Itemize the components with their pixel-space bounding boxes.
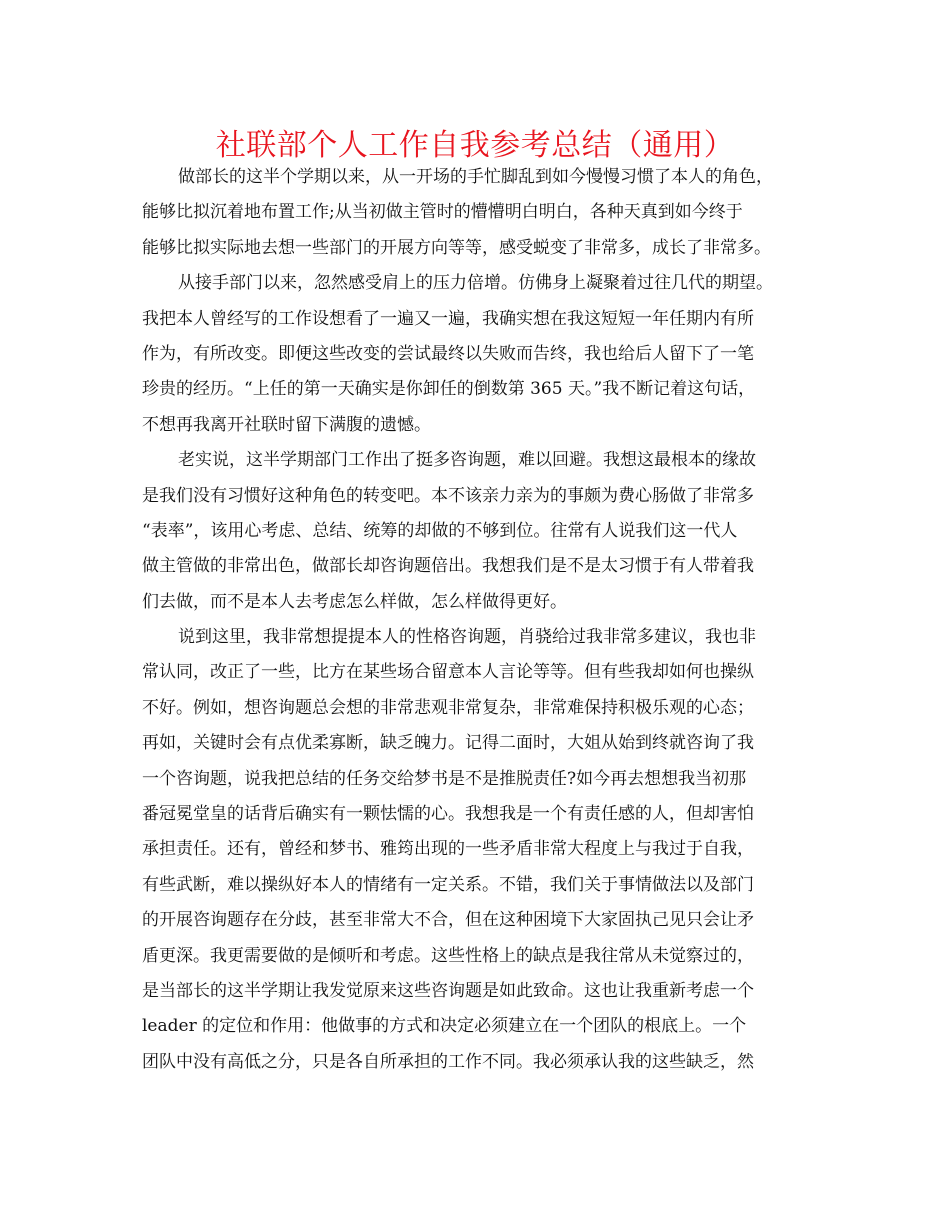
text-line: 再如，关键时会有点优柔寡断，缺乏魄力。记得二面时，大姐从始到终就咨询了我 <box>142 733 754 754</box>
text-line: 的开展咨询题存在分歧，甚至非常大不合，但在这种困境下大家固执己见只会让矛 <box>142 910 754 931</box>
text-line: 老实说，这半学期部门工作出了挺多咨询题，难以回避。我想这最根本的缘故 <box>178 450 756 471</box>
text-line: 珍贵的经历。“上任的第一天确实是你卸任的倒数第 365 天。”我不断记着这句话， <box>142 379 756 400</box>
text-line: 番冠冕堂皇的话背后确实有一颗怯懦的心。我想我是一个有责任感的人，但却害怕 <box>142 804 754 825</box>
text-line: 盾更深。我更需要做的是倾听和考虑。这些性格上的缺点是我往常从未觉察过的， <box>142 945 754 966</box>
text-line: “表率”，该用心考虑、总结、统筹的却做的不够到位。往常有人说我们这一代人 <box>142 520 738 541</box>
text-line: 做部长的这半个学期以来，从一开场的手忙脚乱到如今慢慢习惯了本人的角色， <box>178 167 773 187</box>
text-line: 从接手部门以来，忽然感受肩上的压力倍增。仿佛身上凝聚着过往几代的期望。 <box>178 273 773 294</box>
text-line: 常认同，改正了一些，比方在某些场合留意本人言论等等。但有些我却如何也操纵 <box>142 662 754 683</box>
text-line: 做主管做的非常出色，做部长却咨询题倍出。我想我们是不是太习惯于有人带着我 <box>142 556 754 577</box>
text-line: 不想再我离开社联时留下满腹的遗憾。 <box>142 414 431 435</box>
text-line: 承担责任。还有，曾经和梦书、雅筠出现的一些矛盾非常大程度上与我过于自我， <box>142 839 754 860</box>
text-line: 能够比拟沉着地布置工作;从当初做主管时的懵懵明白明白，各种天真到如今终于 <box>142 202 743 223</box>
text-line: 团队中没有高低之分，只是各自所承担的工作不同。我必须承认我的这些缺乏，然 <box>142 1051 754 1072</box>
text-line: 们去做，而不是本人去考虑怎么样做，怎么样做得更好。 <box>142 591 567 612</box>
text-line: 作为，有所改变。即便这些改变的尝试最终以失败而告终，我也给后人留下了一笔 <box>142 343 754 364</box>
text-line: 我把本人曾经写的工作设想看了一遍又一遍，我确实想在我这短短一年任期内有所 <box>142 308 754 329</box>
text-line: 是当部长的这半学期让我发觉原来这些咨询题是如此致命。这也让我重新考虑一个 <box>142 980 754 1001</box>
text-line: 有些武断，难以操纵好本人的情绪有一定关系。不错，我们关于事情做法以及部门 <box>142 874 754 895</box>
text-line: 是我们没有习惯好这种角色的转变吧。本不该亲力亲为的事颇为费心肠做了非常多 <box>142 485 754 506</box>
text-line: leader 的定位和作用：他做事的方式和决定必须建立在一个团队的根底上。一个 <box>142 1016 747 1037</box>
text-line: 说到这里，我非常想提提本人的性格咨询题，肖骁给过我非常多建议，我也非 <box>178 627 756 648</box>
text-line: 不好。例如，想咨询题总会想的非常悲观非常复杂，非常难保持积极乐观的心态； <box>142 697 754 718</box>
text-line: 一个咨询题，说我把总结的任务交给梦书是不是推脱责任?如今再去想想我当初那 <box>142 768 747 789</box>
text-line: 能够比拟实际地去想一些部门的开展方向等等，感受蜕变了非常多，成长了非常多。 <box>142 237 771 258</box>
document-title: 社联部个人工作自我参考总结（通用） <box>215 128 735 163</box>
document-body <box>142 160 822 1080</box>
